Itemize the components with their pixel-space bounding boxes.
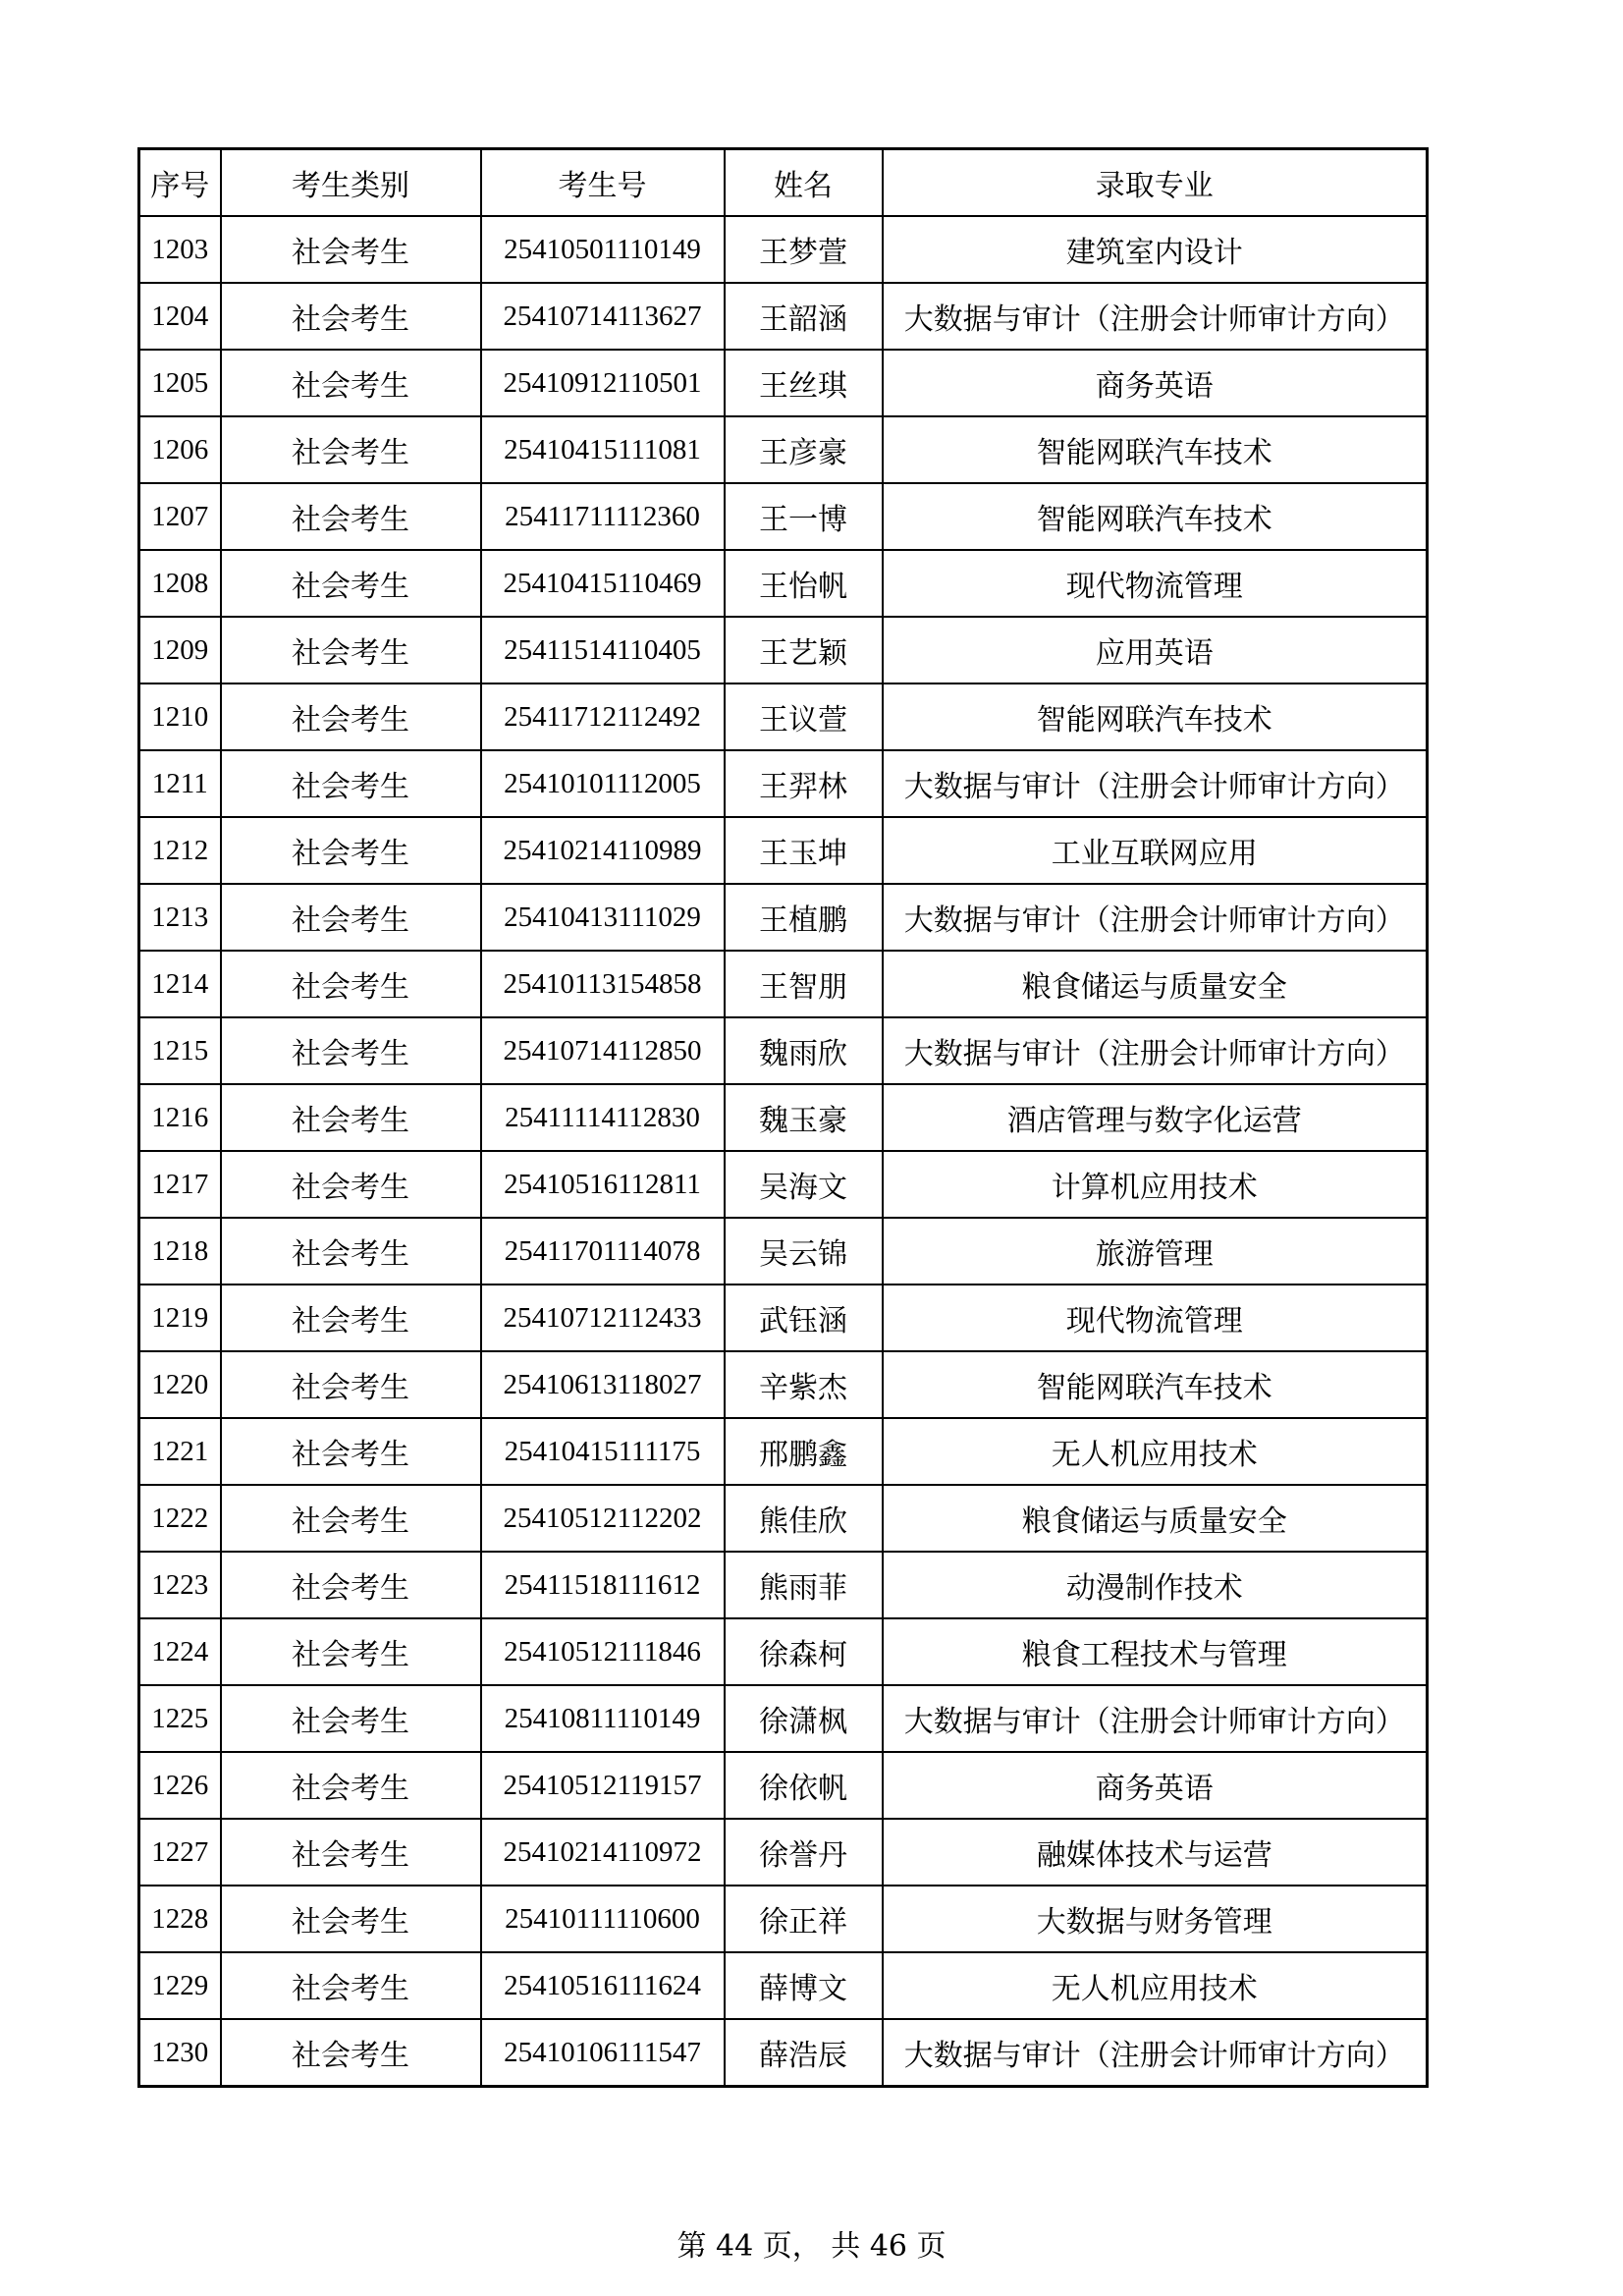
cell-name: 薛浩辰 (725, 2019, 883, 2087)
table-row (139, 1819, 1428, 1886)
table-row (139, 1952, 1428, 2019)
header-category: 考生类别 (221, 149, 481, 217)
cell-seq: 1228 (139, 1886, 221, 1952)
cell-major: 大数据与审计（注册会计师审计方向） (883, 283, 1428, 350)
cell-category: 社会考生 (221, 1685, 481, 1752)
header-name: 姓名 (725, 149, 883, 217)
cell-seq: 1222 (139, 1485, 221, 1552)
cell-exam-no: 25411114112830 (481, 1084, 725, 1151)
table-row (139, 1017, 1428, 1084)
table-row (139, 1218, 1428, 1285)
cell-category: 社会考生 (221, 683, 481, 750)
table-row (139, 617, 1428, 683)
table-body (139, 216, 1428, 2087)
cell-name: 王植鹏 (725, 884, 883, 951)
cell-category: 社会考生 (221, 1285, 481, 1351)
cell-major: 大数据与审计（注册会计师审计方向） (883, 2019, 1428, 2087)
cell-exam-no: 25410415110469 (481, 550, 725, 617)
table-row (139, 1351, 1428, 1418)
header-seq: 序号 (139, 149, 221, 217)
cell-exam-no: 25411518111612 (481, 1552, 725, 1618)
cell-category: 社会考生 (221, 1752, 481, 1819)
cell-exam-no: 25410101112005 (481, 750, 725, 817)
cell-category: 社会考生 (221, 617, 481, 683)
footer-page-suffix: 页 (762, 2229, 792, 2264)
cell-major: 大数据与审计（注册会计师审计方向） (883, 1685, 1428, 1752)
cell-category: 社会考生 (221, 817, 481, 884)
cell-exam-no: 25411712112492 (481, 683, 725, 750)
cell-major: 工业互联网应用 (883, 817, 1428, 884)
cell-name: 徐依帆 (725, 1752, 883, 1819)
cell-category: 社会考生 (221, 1886, 481, 1952)
cell-exam-no: 25410512111846 (481, 1618, 725, 1685)
cell-exam-no: 25410501110149 (481, 216, 725, 283)
cell-name: 魏雨欣 (725, 1017, 883, 1084)
cell-name: 武钰涵 (725, 1285, 883, 1351)
cell-seq: 1208 (139, 550, 221, 617)
cell-major: 现代物流管理 (883, 1285, 1428, 1351)
cell-name: 熊雨菲 (725, 1552, 883, 1618)
cell-category: 社会考生 (221, 951, 481, 1017)
footer-separator: ， (791, 2229, 822, 2264)
cell-exam-no: 25410415111081 (481, 416, 725, 483)
cell-seq: 1225 (139, 1685, 221, 1752)
cell-category: 社会考生 (221, 1952, 481, 2019)
table-row (139, 350, 1428, 416)
cell-name: 徐森柯 (725, 1618, 883, 1685)
cell-seq: 1218 (139, 1218, 221, 1285)
table-row (139, 1485, 1428, 1552)
cell-seq: 1230 (139, 2019, 221, 2087)
table-row (139, 1752, 1428, 1819)
cell-category: 社会考生 (221, 1017, 481, 1084)
cell-seq: 1206 (139, 416, 221, 483)
cell-seq: 1219 (139, 1285, 221, 1351)
footer-current-page: 44 (715, 2229, 754, 2264)
table-row (139, 2019, 1428, 2087)
cell-category: 社会考生 (221, 884, 481, 951)
cell-seq: 1204 (139, 283, 221, 350)
table-row (139, 951, 1428, 1017)
cell-name: 薛博文 (725, 1952, 883, 2019)
cell-seq: 1221 (139, 1418, 221, 1485)
cell-seq: 1216 (139, 1084, 221, 1151)
cell-category: 社会考生 (221, 1485, 481, 1552)
cell-major: 粮食储运与质量安全 (883, 951, 1428, 1017)
cell-major: 智能网联汽车技术 (883, 416, 1428, 483)
cell-seq: 1217 (139, 1151, 221, 1218)
cell-major: 智能网联汽车技术 (883, 483, 1428, 550)
cell-major: 智能网联汽车技术 (883, 1351, 1428, 1418)
cell-seq: 1227 (139, 1819, 221, 1886)
cell-major: 现代物流管理 (883, 550, 1428, 617)
cell-seq: 1207 (139, 483, 221, 550)
cell-name: 王怡帆 (725, 550, 883, 617)
cell-major: 智能网联汽车技术 (883, 683, 1428, 750)
cell-major: 大数据与审计（注册会计师审计方向） (883, 750, 1428, 817)
cell-category: 社会考生 (221, 2019, 481, 2087)
cell-category: 社会考生 (221, 550, 481, 617)
cell-exam-no: 25410413111029 (481, 884, 725, 951)
cell-major: 计算机应用技术 (883, 1151, 1428, 1218)
cell-exam-no: 25410912110501 (481, 350, 725, 416)
cell-category: 社会考生 (221, 1351, 481, 1418)
cell-category: 社会考生 (221, 1218, 481, 1285)
cell-seq: 1211 (139, 750, 221, 817)
cell-category: 社会考生 (221, 1084, 481, 1151)
cell-category: 社会考生 (221, 1618, 481, 1685)
cell-category: 社会考生 (221, 483, 481, 550)
table-row (139, 283, 1428, 350)
cell-exam-no: 25410811110149 (481, 1685, 725, 1752)
admission-table (137, 147, 1429, 2088)
table-row (139, 1886, 1428, 1952)
cell-exam-no: 25410516111624 (481, 1952, 725, 2019)
cell-exam-no: 25411514110405 (481, 617, 725, 683)
cell-category: 社会考生 (221, 1151, 481, 1218)
cell-name: 王韶涵 (725, 283, 883, 350)
cell-name: 魏玉豪 (725, 1084, 883, 1151)
cell-exam-no: 25410714113627 (481, 283, 725, 350)
table-row (139, 483, 1428, 550)
header-major: 录取专业 (883, 149, 1428, 217)
table-row (139, 416, 1428, 483)
cell-exam-no: 25410613118027 (481, 1351, 725, 1418)
cell-seq: 1214 (139, 951, 221, 1017)
cell-category: 社会考生 (221, 1819, 481, 1886)
cell-seq: 1224 (139, 1618, 221, 1685)
cell-name: 吴云锦 (725, 1218, 883, 1285)
table-row (139, 1285, 1428, 1351)
cell-name: 徐誉丹 (725, 1819, 883, 1886)
cell-exam-no: 25410512119157 (481, 1752, 725, 1819)
cell-exam-no: 25410106111547 (481, 2019, 725, 2087)
cell-major: 无人机应用技术 (883, 1418, 1428, 1485)
cell-seq: 1205 (139, 350, 221, 416)
cell-exam-no: 25410516112811 (481, 1151, 725, 1218)
cell-seq: 1229 (139, 1952, 221, 2019)
cell-seq: 1212 (139, 817, 221, 884)
cell-exam-no: 25410714112850 (481, 1017, 725, 1084)
cell-seq: 1220 (139, 1351, 221, 1418)
cell-major: 动漫制作技术 (883, 1552, 1428, 1618)
cell-name: 王议萱 (725, 683, 883, 750)
cell-exam-no: 25410113154858 (481, 951, 725, 1017)
table-row (139, 216, 1428, 283)
cell-major: 应用英语 (883, 617, 1428, 683)
cell-major: 粮食工程技术与管理 (883, 1618, 1428, 1685)
cell-name: 王彦豪 (725, 416, 883, 483)
footer-total-prefix: 共 (831, 2229, 861, 2264)
table-row (139, 1685, 1428, 1752)
cell-category: 社会考生 (221, 750, 481, 817)
cell-seq: 1213 (139, 884, 221, 951)
cell-name: 吴海文 (725, 1151, 883, 1218)
table-header-row (139, 149, 1428, 217)
page-footer (0, 2221, 1623, 2265)
cell-name: 王羿林 (725, 750, 883, 817)
cell-major: 粮食储运与质量安全 (883, 1485, 1428, 1552)
cell-name: 王智朋 (725, 951, 883, 1017)
cell-category: 社会考生 (221, 416, 481, 483)
table-row (139, 817, 1428, 884)
cell-category: 社会考生 (221, 283, 481, 350)
cell-name: 徐正祥 (725, 1886, 883, 1952)
cell-name: 邢鹏鑫 (725, 1418, 883, 1485)
cell-category: 社会考生 (221, 1418, 481, 1485)
cell-major: 建筑室内设计 (883, 216, 1428, 283)
cell-exam-no: 25410111110600 (481, 1886, 725, 1952)
cell-major: 大数据与审计（注册会计师审计方向） (883, 884, 1428, 951)
footer-page-prefix: 第 (676, 2229, 707, 2264)
cell-major: 旅游管理 (883, 1218, 1428, 1285)
cell-exam-no: 25411711112360 (481, 483, 725, 550)
cell-category: 社会考生 (221, 350, 481, 416)
cell-category: 社会考生 (221, 216, 481, 283)
table-row (139, 683, 1428, 750)
footer-total-pages: 46 (869, 2229, 907, 2264)
cell-name: 王丝琪 (725, 350, 883, 416)
cell-name: 徐潇枫 (725, 1685, 883, 1752)
table-row (139, 1084, 1428, 1151)
cell-name: 王艺颖 (725, 617, 883, 683)
cell-exam-no: 25410415111175 (481, 1418, 725, 1485)
cell-seq: 1226 (139, 1752, 221, 1819)
cell-major: 商务英语 (883, 350, 1428, 416)
cell-name: 王玉坤 (725, 817, 883, 884)
cell-exam-no: 25410214110972 (481, 1819, 725, 1886)
cell-exam-no: 25411701114078 (481, 1218, 725, 1285)
cell-name: 王一博 (725, 483, 883, 550)
cell-name: 辛紫杰 (725, 1351, 883, 1418)
cell-major: 酒店管理与数字化运营 (883, 1084, 1428, 1151)
cell-major: 无人机应用技术 (883, 1952, 1428, 2019)
table-row (139, 550, 1428, 617)
cell-name: 熊佳欣 (725, 1485, 883, 1552)
cell-seq: 1223 (139, 1552, 221, 1618)
table-row (139, 884, 1428, 951)
table-row (139, 1418, 1428, 1485)
cell-name: 王梦萱 (725, 216, 883, 283)
cell-exam-no: 25410512112202 (481, 1485, 725, 1552)
cell-exam-no: 25410214110989 (481, 817, 725, 884)
cell-exam-no: 25410712112433 (481, 1285, 725, 1351)
table-row (139, 1552, 1428, 1618)
cell-seq: 1203 (139, 216, 221, 283)
cell-major: 商务英语 (883, 1752, 1428, 1819)
cell-major: 融媒体技术与运营 (883, 1819, 1428, 1886)
cell-seq: 1215 (139, 1017, 221, 1084)
cell-category: 社会考生 (221, 1552, 481, 1618)
footer-total-suffix: 页 (916, 2229, 947, 2264)
cell-major: 大数据与审计（注册会计师审计方向） (883, 1017, 1428, 1084)
header-exam-no: 考生号 (481, 149, 725, 217)
cell-seq: 1210 (139, 683, 221, 750)
table-row (139, 1151, 1428, 1218)
table-row (139, 1618, 1428, 1685)
table-row (139, 750, 1428, 817)
cell-seq: 1209 (139, 617, 221, 683)
cell-major: 大数据与财务管理 (883, 1886, 1428, 1952)
